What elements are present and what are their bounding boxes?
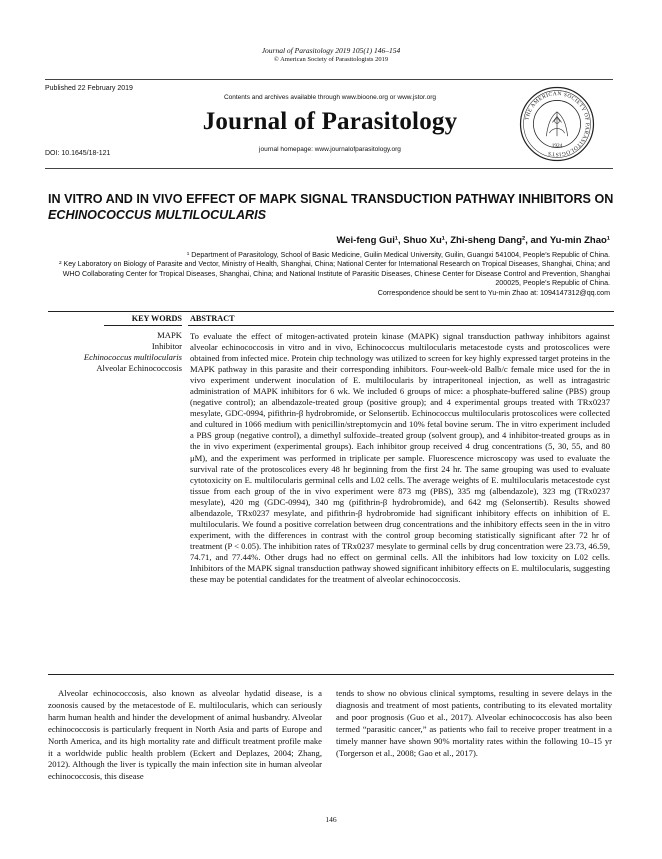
section-rule [48,311,614,312]
keyword-list [48,330,182,374]
article-title-main: IN VITRO AND IN VIVO EFFECT OF MAPK SIGNAL TRANSDUCTION PATHWAY INHIBITORS ON [48,192,614,206]
doi: DOI: 10.1645/18-121 [45,150,111,157]
keyword-item: Inhibitor [151,341,182,351]
seal-year: 1924 [551,142,563,149]
journal-title: Journal of Parasitology [202,108,458,135]
body-column-right: tends to show no obvious clinical symptoms, resulting in severe delays in the diagnosis and treatment of most patients, contributing to its elevated mortality and poor prognosis (Guo et al., 2017). Alveolar echinococcosis has also been termed “parasitic cancer,” as patients who fail to receive proper treatment in a timely manner have shown 90% mortality rates within the following 10–15 yr (Torgerson et al., 2008; Gao et al., 2017). [336,688,612,758]
page-number: 146 [325,815,337,824]
correspondence: Correspondence should be sent to Yu-min Zhao at: 1094147312@qq.com [377,288,610,297]
affiliation-1: ¹ Department of Parasitology, School of Basic Medicine, Guilin Medical University, Guilin, Guangxi 541004, People’s Republic of China. [186,251,610,259]
keyword-item: Echinococcus multilocularis [83,352,182,362]
society-seal-icon [519,86,595,162]
body-column-left: Alveolar echinococcosis, also known as alveolar hydatid disease, is a zoonosis caused by the metacestode of E. multilocularis, which can seriously harm human health and hinder the development of animal husbandry. Alveolar echinococcosis is particularly frequent in North Asia and parts of Europe and North America, and its high mortality rate and difficult treatment profile make it a worldwide public health problem (Eckert and Deplazes, 2004; Zhang, 2012). Although the liver is typically the main infection site in human alveolar echinococcosis, this disease [48,688,322,782]
article-title [48,191,618,223]
copyright-line: © American Society of Parasitologists 2019 [273,56,389,63]
availability-note: Contents and archives available through www.bioone.org or www.jstor.org [223,94,437,101]
header-top-rule [45,79,613,80]
abstract-text: To evaluate the effect of mitogen-activated protein kinase (MAPK) signal transduction pathway inhibitors against alveolar echinococcosis in vitro and in vivo, Echinococcus multilocularis metacestode cysts and protoscolices were obtained from infected mice. Protein chip technology was utilized to screen for key highly expressed target proteins in the MAPK pathway in this parasite and their corresponding inhibitors. Four-week-old Balb/c female mice used for the in vivo experiment underwent inoculation of E. multilocularis by intraperitoneal injection, as well as intragastric administration of MAPK inhibitors for 6 wk. We included 6 groups of mice: a phosphate-buffered saline (PBS) group (negative control); an albendazole-treated group (positive group); and 4 experimental groups treated with TRx0237 mesylate, GDC-0994, pifithrin-β hydrobromide, or Selonsertib. Echinococcus multilocularis protoscolices were collected and cultured in 1066 medium with penicillin/streptomycin and 10% fetal bovine serum. The in vitro experiment included a PBS group (negative control), a dimethyl sulfoxide–treated group (solvent group), and 4 inhibitor-treated groups as in the in vivo experiment (experimental groups). Each inhibitor group received 4 drug concentrations (5, 30, 55, and 80 μM), and the experiment was performed in triplicate per sample. Fluorescence microscopy was used to evaluate the survival rate of the protoscolices every 48 hr beginning from the first 24 hr. The same grouping was used to evaluate cytotoxicity on E. multilocularis germinal cells and L02 cells. The average weights of E. multilocularis metacestode cyst tissue from each group of the in vivo experiment were 873 mg (PBS), 335 mg (albendazole), 323 mg (TRx0237 mesylate), 420 mg (GDC-0994), 340 mg (pifithrin-β hydrobromide), and 642 mg (Selonsertib). Results showed albendazole, TRx0237 mesylate, and pifithrin-β hydrobromide had significant inhibitory effects on inhibition of E. multilocularis. We found a positive correlation between drug concentrations and the inhibitory effects seen in the in vitro experiment, with the differences in contrast with the control group becoming statistically significant after 72 hr of treatment (P < 0.05). The inhibition rates of TRx0237 mesylate to germinal cells by drug concentration were 23.73, 46.59, 74.71, and 77.44%. Other drugs had no effect on germinal cells. All the inhibitors had low toxicity on L02 cells. Inhibitors of the MAPK signal transduction pathway showed significant inhibitory effects on E. multilocularis, suggesting these may be potential candidates for the treatment of alveolar echinococcosis. [190,331,610,585]
keyword-item: MAPK [157,330,182,340]
published-date: Published 22 February 2019 [45,85,133,92]
affiliations [48,251,610,298]
keywords-heading: KEY WORDS [131,314,182,323]
journal-citation-line: Journal of Parasitology 2019 105(1) 146–154 [261,46,401,55]
seal-text: THE AMERICAN SOCIETY OF PARASITOLOGISTS [524,91,590,157]
abstract-end-rule [48,674,614,675]
running-head [0,46,662,64]
author-list: Wei-feng Gui¹, Shuo Xu¹, Zhi-sheng Dang², and Yu-min Zhao¹ [336,235,610,246]
abstract-heading: ABSTRACT [190,314,235,323]
keywords-rule [104,325,182,326]
article-title-species: ECHINOCOCCUS MULTILOCULARIS [48,208,267,222]
header-bottom-rule [45,168,613,169]
abstract-rule [188,325,614,326]
keyword-item: Alveolar Echinococcosis [96,363,182,373]
journal-homepage: journal homepage: www.journalofparasitology.org [259,146,401,153]
affiliation-2: ² Key Laboratory on Biology of Parasite and Vector, Ministry of Health, Shanghai, China; National Center for International Research on Tropical Diseases, Shanghai, China; and WHO Collaborating Center for Tropical Diseases, Shanghai, China; and National Institute of Parasitic Diseases, Chinese Center for Disease Control and Prevention, Shanghai 200025, People’s Republic of China. [59,260,610,288]
